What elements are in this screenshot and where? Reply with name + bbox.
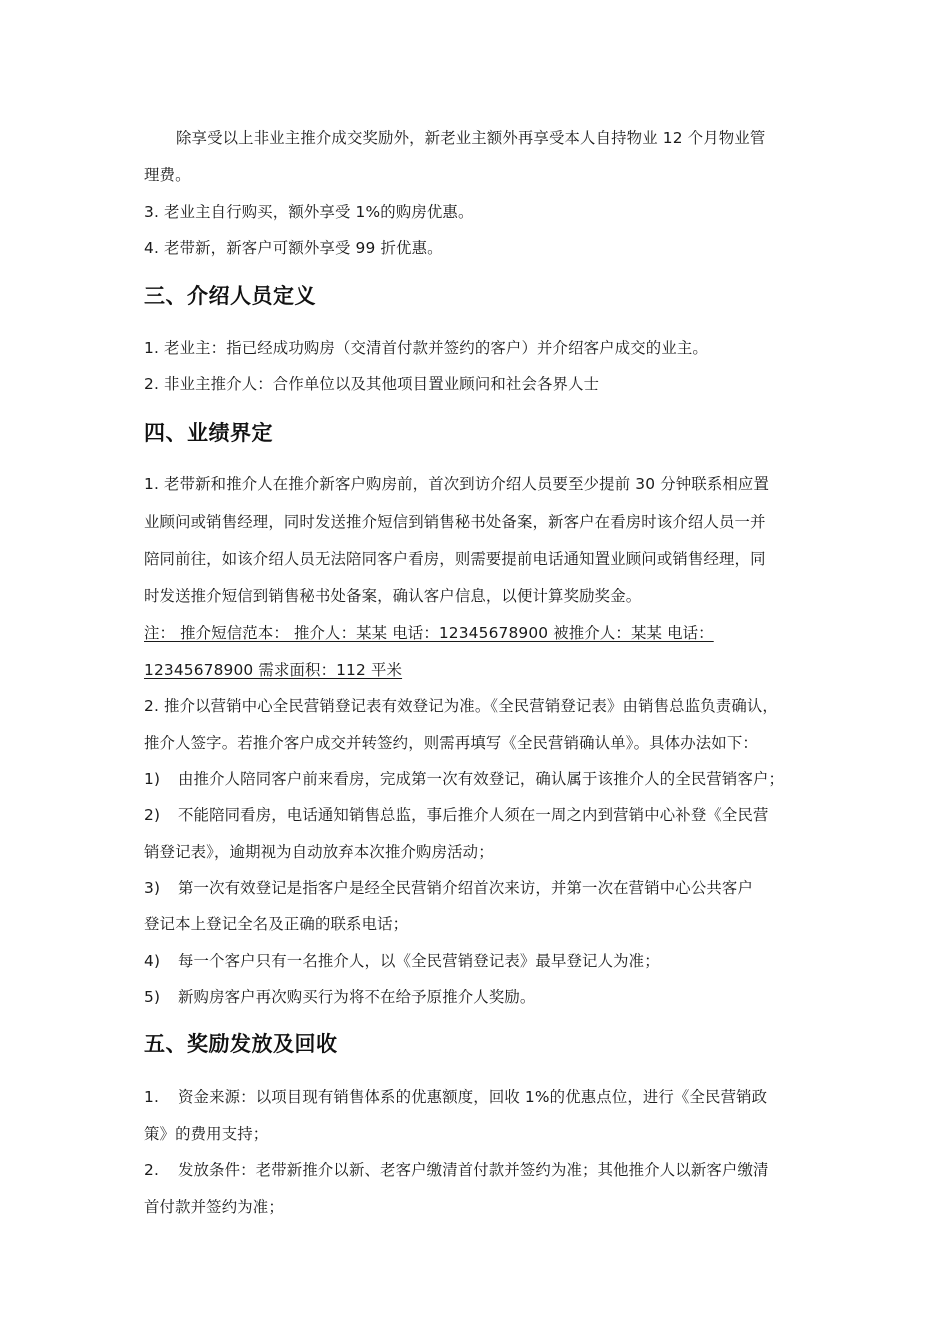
list-item-continuation: 策》的费用支持； xyxy=(144,1125,269,1143)
list-text: 新购房客户再次购买行为将不在给予原推介人奖励。 xyxy=(178,988,536,1006)
list-item xyxy=(144,805,769,825)
section-heading: 三、介绍人员定义 xyxy=(144,284,316,308)
list-text: 资金来源：以项目现有销售体系的优惠额度，回收 1%的优惠点位，进行《全民营销政 xyxy=(178,1088,768,1106)
note-line: 注： 推介短信范本： 推介人：某某 电话：12345678900 被推介人：某某 电话： xyxy=(144,624,714,642)
list-text: 第一次有效登记是指客户是经全民营销介绍首次来访，并第一次在营销中心公共客户 xyxy=(178,879,754,897)
paragraph-line: 理费。 xyxy=(144,166,191,184)
paragraph-line: 除享受以上非业主推介成交奖励外，新老业主额外再享受本人自持物业 12 个月物业管 xyxy=(176,129,766,147)
list-text: 不能陪同看房，电话通知销售总监，事后推介人须在一周之内到营销中心补登《全民营 xyxy=(178,806,769,824)
section-heading: 四、业绩界定 xyxy=(144,421,273,445)
list-item xyxy=(144,878,753,898)
list-item-continuation: 首付款并签约为准； xyxy=(144,1198,284,1216)
list-item-continuation: 销登记表》，逾期视为自动放弃本次推介购房活动； xyxy=(144,843,494,861)
list-number: 5) xyxy=(144,988,161,1006)
list-item: 3. 老业主自行购买，额外享受 1%的购房优惠。 xyxy=(144,203,474,221)
list-item xyxy=(144,1087,767,1107)
paragraph-line: 陪同前往，如该介绍人员无法陪同客户看房，则需要提前电话通知置业顾问或销售经理，同 xyxy=(144,550,766,568)
list-number: 3) xyxy=(144,879,161,897)
paragraph-line: 时发送推介短信到销售秘书处备案，确认客户信息，以便计算奖励奖金。 xyxy=(144,587,642,605)
list-text: 由推介人陪同客户前来看房，完成第一次有效登记，确认属于该推介人的全民营销客户； xyxy=(178,770,785,788)
list-item xyxy=(144,951,660,971)
paragraph-line: 业顾问或销售经理，同时发送推介短信到销售秘书处备案，新客户在看房时该介绍人员一并 xyxy=(144,513,766,531)
list-text: 每一个客户只有一名推介人，以《全民营销登记表》最早登记人为准； xyxy=(178,952,660,970)
list-number: 1. xyxy=(144,1088,159,1106)
paragraph-line: 推介人签字。若推介客户成交并转签约，则需再填写《全民营销确认单》。具体办法如下： xyxy=(144,734,758,752)
paragraph-line: 2. 推介以营销中心全民营销登记表有效登记为准。《全民营销登记表》由销售总监负责确认， xyxy=(144,697,778,715)
list-item: 4. 老带新，新客户可额外享受 99 折优惠。 xyxy=(144,239,443,257)
section-heading: 五、奖励发放及回收 xyxy=(144,1032,338,1056)
paragraph-line: 1. 老带新和推介人在推介新客户购房前，首次到访介绍人员要至少提前 30 分钟联系相应置 xyxy=(144,475,769,493)
list-text: 发放条件：老带新推介以新、老客户缴清首付款并签约为准；其他推介人以新客户缴清 xyxy=(178,1161,769,1179)
list-item xyxy=(144,987,535,1007)
list-item xyxy=(144,769,784,789)
note-line: 12345678900 需求面积：112 平米 xyxy=(144,661,403,679)
list-item xyxy=(144,1160,769,1180)
list-number: 2. xyxy=(144,1161,159,1179)
list-number: 2) xyxy=(144,806,161,824)
list-item-continuation: 登记本上登记全名及正确的联系电话； xyxy=(144,915,409,933)
list-number: 4) xyxy=(144,952,161,970)
list-number: 1) xyxy=(144,770,161,788)
list-item: 2. 非业主推介人：合作单位以及其他项目置业顾问和社会各界人士 xyxy=(144,375,600,393)
list-item: 1. 老业主：指已经成功购房（交清首付款并签约的客户）并介绍客户成交的业主。 xyxy=(144,339,708,357)
